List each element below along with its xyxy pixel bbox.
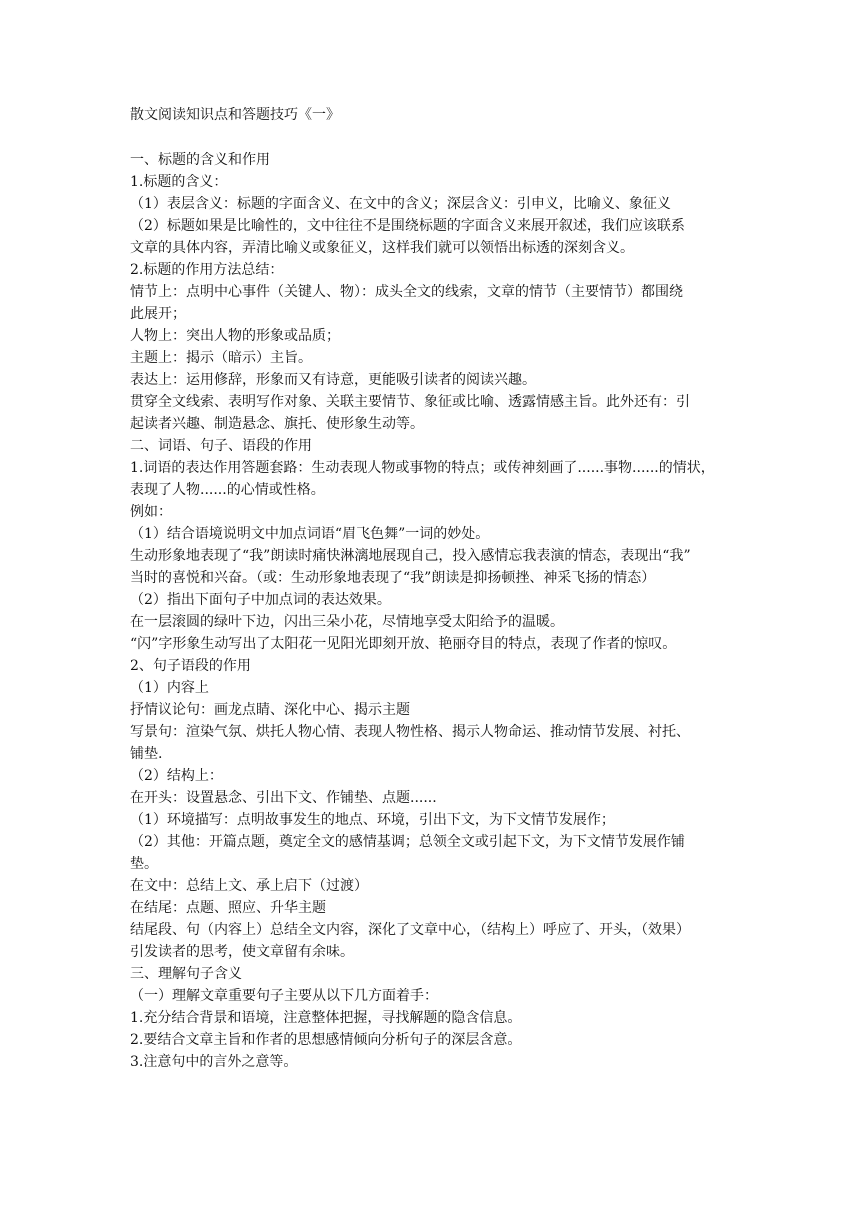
text-line: （1）内容上 <box>130 680 209 696</box>
text-line: （2）指出下面句子中加点词的表达效果。 <box>130 592 391 608</box>
text-line: 情节上：点明中心事件（关键人、物）：成头全文的线索，文章的情节（主要情节）都围绕 <box>130 284 683 300</box>
text-line: 1.充分结合背景和语境，注意整体把握，寻找解题的隐含信息。 <box>130 1010 522 1026</box>
text-line: 1.标题的含义： <box>130 174 228 190</box>
text-line: 贯穿全文线索、表明写作对象、关联主要情节、象征或比喻、透露情感主旨。此外还有：引 <box>130 394 690 410</box>
text-line: 人物上：突出人物的形象或品质； <box>130 328 340 344</box>
text-line: （2）标题如果是比喻性的，文中往往不是围绕标题的字面含义来展开叙述，我们应该联系 <box>130 218 685 234</box>
text-line: 表现了人物......的心情或性格。 <box>130 482 325 498</box>
text-line: （1）结合语境说明文中加点词语“眉飞色舞”一词的妙处。 <box>130 526 490 542</box>
text-line: 垫。 <box>130 856 158 872</box>
text-line: 主题上：揭示（暗示）主旨。 <box>130 350 312 366</box>
text-line: 文章的具体内容，弄清比喻义或象征义，这样我们就可以领悟出标透的深刻含义。 <box>130 240 634 256</box>
text-line: 在一层滚圆的绿叶下边，闪出三朵小花，尽情地享受太阳给予的温暖。 <box>130 614 564 630</box>
text-line: 在开头：设置悬念、引出下文、作铺垫、点题...... <box>130 790 437 806</box>
text-line: 三、理解句子含义 <box>130 966 242 982</box>
text-line: “闪”字形象生动写出了太阳花一见阳光即刻开放、艳丽夺目的特点，表现了作者的惊叹。 <box>130 636 677 652</box>
text-line: 表达上：运用修辞，形象而又有诗意，更能吸引读者的阅读兴趣。 <box>130 372 536 388</box>
text-line: 结尾段、句（内容上）总结全文内容，深化了文章中心，（结构上）呼应了、开头，（效果） <box>130 922 690 938</box>
text-line: （1）表层含义：标题的字面含义、在文中的含义；深层含义：引申义，比喻义、象征义 <box>130 196 671 212</box>
document-body <box>130 149 736 1073</box>
text-line: 铺垫. <box>130 746 163 762</box>
text-line: 2.要结合文章主旨和作者的思想感情倾向分析句子的深层含意。 <box>130 1032 522 1048</box>
text-line: 一、标题的含义和作用 <box>130 152 270 168</box>
text-line: 2、句子语段的作用 <box>130 658 251 674</box>
text-line: （2）结构上： <box>130 768 223 784</box>
text-line: 写景句：渲染气氛、烘托人物心情、表现人物性格、揭示人物命运、推动情节发展、衬托、 <box>130 724 690 740</box>
text-line: 在文中：总结上文、承上启下（过渡） <box>130 878 368 894</box>
text-line: 起读者兴趣、制造悬念、旗托、使形象生动等。 <box>130 416 424 432</box>
text-line: 引发读者的思考，使文章留有余味。 <box>130 944 354 960</box>
text-line: 此展开； <box>130 306 186 322</box>
text-line: 生动形象地表现了“我”朗读时痛快淋漓地展现自己，投入感情忘我表演的情态，表现出“我” <box>130 548 691 564</box>
document-title: 散文阅读知识点和答题技巧《一》 <box>130 107 340 123</box>
text-line: 1.词语的表达作用答题套路：生动表现人物或事物的特点；或传神刻画了......事物......的情状， <box>130 460 715 476</box>
text-line: 二、词语、句子、语段的作用 <box>130 438 312 454</box>
text-line: 抒情议论句：画龙点睛、深化中心、揭示主题 <box>130 702 410 718</box>
text-line: 例如： <box>130 504 172 520</box>
text-line: 当时的喜悦和兴奋。（或：生动形象地表现了“我”朗读是抑扬顿挫、神采飞扬的情态） <box>130 570 656 586</box>
document-page <box>130 104 736 1073</box>
text-line: 在结尾：点题、照应、升华主题 <box>130 900 326 916</box>
text-line: 3.注意句中的言外之意等。 <box>130 1054 298 1070</box>
text-line: （1）环境描写：点明故事发生的地点、环境，引出下文，为下文情节发展作； <box>130 812 615 828</box>
text-line: （2）其他：开篇点题，奠定全文的感情基调；总领全文或引起下文，为下文情节发展作铺 <box>130 834 685 850</box>
text-line: （一）理解文章重要句子主要从以下几方面着手： <box>130 988 438 1004</box>
text-line: 2.标题的作用方法总结： <box>130 262 284 278</box>
